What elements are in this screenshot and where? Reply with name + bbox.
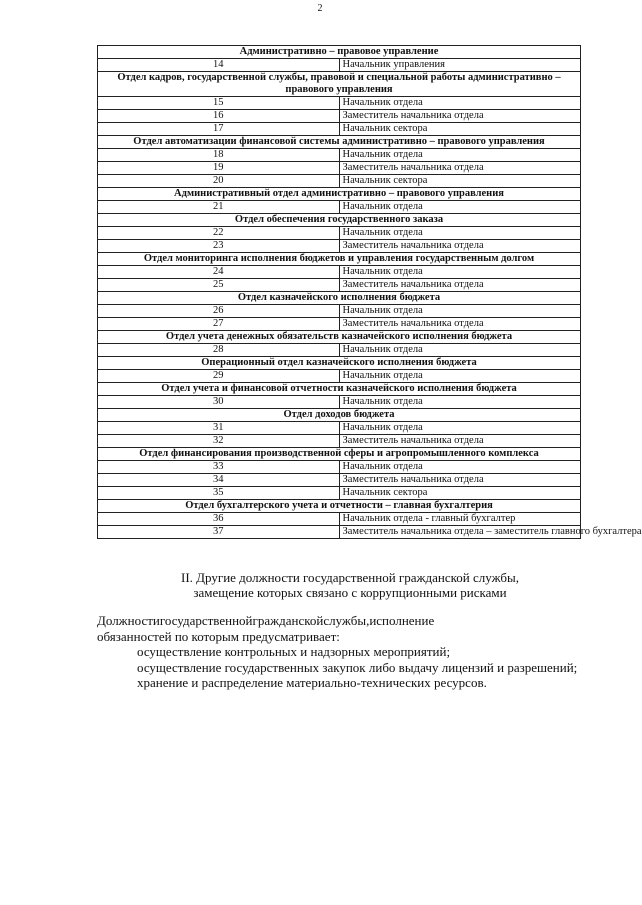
table-row xyxy=(98,59,581,72)
intro-continuation: обязанностей по которым предусматривает: xyxy=(97,628,340,644)
section-row xyxy=(98,357,581,370)
positions-table-body xyxy=(98,46,642,539)
position-title: Начальник отдела xyxy=(339,461,581,474)
table-row xyxy=(98,227,581,240)
table-row xyxy=(98,266,581,279)
section-row xyxy=(98,331,581,344)
section-heading-line-2: замещение которых связано с коррупционными рисками xyxy=(193,585,507,600)
position-title: Начальник отдела xyxy=(339,305,581,318)
section-row xyxy=(98,214,581,227)
row-number: 24 xyxy=(98,266,340,279)
table-row xyxy=(98,279,581,292)
section-row xyxy=(98,72,581,97)
section-title: Отдел учета и финансовой отчетности казначейского исполнения бюджета xyxy=(98,383,581,396)
row-number: 36 xyxy=(98,513,340,526)
section-title: Отдел обеспечения государственного заказа xyxy=(98,214,581,227)
position-title: Начальник отдела xyxy=(339,149,581,162)
section-title: Отдел казначейского исполнения бюджета xyxy=(98,292,581,305)
position-title: Заместитель начальника отдела xyxy=(339,279,581,292)
table-row xyxy=(98,422,581,435)
intro-word: гражданской xyxy=(252,613,324,628)
row-number: 18 xyxy=(98,149,340,162)
row-number: 21 xyxy=(98,201,340,214)
page-number: 2 xyxy=(317,3,323,14)
table-row xyxy=(98,435,581,448)
position-title: Начальник сектора xyxy=(339,123,581,136)
list-item: хранение и распределение материально-технических ресурсов. xyxy=(137,675,487,690)
row-number: 22 xyxy=(98,227,340,240)
position-title: Заместитель начальника отдела xyxy=(339,162,581,175)
table-row xyxy=(98,162,581,175)
body-text xyxy=(97,613,599,691)
row-number: 29 xyxy=(98,370,340,383)
table-row xyxy=(98,318,581,331)
section-title: Административно – правовое управление xyxy=(98,46,581,59)
position-title: Заместитель начальника отдела xyxy=(339,474,581,487)
position-title: Заместитель начальника отдела – заместитель главного бухгалтера xyxy=(339,526,581,539)
section-title: Отдел учета денежных обязательств казначейского исполнения бюджета xyxy=(98,331,581,344)
section-title: Отдел кадров, государственной службы, правовой и специальной работы административно – правового управления xyxy=(98,72,581,97)
section-row xyxy=(98,136,581,149)
position-title: Начальник отдела xyxy=(339,422,581,435)
section-row xyxy=(98,253,581,266)
row-number: 16 xyxy=(98,110,340,123)
table-row xyxy=(98,175,581,188)
row-number: 26 xyxy=(98,305,340,318)
positions-table xyxy=(97,45,642,539)
table-row xyxy=(98,461,581,474)
table-row xyxy=(98,344,581,357)
row-number: 27 xyxy=(98,318,340,331)
table-row xyxy=(98,149,581,162)
table-row xyxy=(98,110,581,123)
position-title: Начальник отдела xyxy=(339,227,581,240)
list-item: осуществление контрольных и надзорных мероприятий; xyxy=(137,644,451,659)
row-number: 23 xyxy=(98,240,340,253)
position-title: Начальник отдела xyxy=(339,370,581,383)
row-number: 14 xyxy=(98,59,340,72)
section-title: Административный отдел административно – правового управления xyxy=(98,188,581,201)
position-title: Начальник отдела xyxy=(339,396,581,409)
section-row xyxy=(98,500,581,513)
list-item: осуществление государственных закупок либо выдачу лицензий и разрешений; xyxy=(137,659,578,675)
position-title: Заместитель начальника отдела xyxy=(339,435,581,448)
position-title: Начальник сектора xyxy=(339,487,581,500)
position-title: Начальник отдела xyxy=(339,201,581,214)
position-title: Начальник отдела xyxy=(339,344,581,357)
position-title: Заместитель начальника отдела xyxy=(339,318,581,331)
table-row xyxy=(98,305,581,318)
table-row xyxy=(98,240,581,253)
row-number: 20 xyxy=(98,175,340,188)
section-title: Отдел доходов бюджета xyxy=(98,409,581,422)
position-title: Начальник отдела xyxy=(339,266,581,279)
intro-word: Должности xyxy=(97,613,160,628)
section-title: Отдел автоматизации финансовой системы административно – правового управления xyxy=(98,136,581,149)
section-row xyxy=(98,46,581,59)
row-number: 37 xyxy=(98,526,340,539)
position-title: Начальник отдела xyxy=(339,97,581,110)
table-row xyxy=(98,526,581,539)
section-row xyxy=(98,292,581,305)
section-heading-line-1: II. Другие должности государственной гражданской службы, xyxy=(181,570,519,585)
intro-word: службы, xyxy=(323,613,370,628)
table-row xyxy=(98,513,581,526)
table-row xyxy=(98,123,581,136)
table-row xyxy=(98,396,581,409)
table-row xyxy=(98,487,581,500)
position-title: Заместитель начальника отдела xyxy=(339,240,581,253)
row-number: 33 xyxy=(98,461,340,474)
section-row xyxy=(98,448,581,461)
row-number: 31 xyxy=(98,422,340,435)
section-heading xyxy=(140,570,560,600)
row-number: 17 xyxy=(98,123,340,136)
row-number: 32 xyxy=(98,435,340,448)
row-number: 28 xyxy=(98,344,340,357)
row-number: 34 xyxy=(98,474,340,487)
position-title: Начальник отдела - главный бухгалтер xyxy=(339,513,581,526)
table-row xyxy=(98,370,581,383)
section-title: Операционный отдел казначейского исполнения бюджета xyxy=(98,357,581,370)
intro-word: государственной xyxy=(159,613,253,628)
row-number: 30 xyxy=(98,396,340,409)
section-title: Отдел бухгалтерского учета и отчетности – главная бухгалтерия xyxy=(98,500,581,513)
section-row xyxy=(98,383,581,396)
position-title: Заместитель начальника отдела xyxy=(339,110,581,123)
table-row xyxy=(98,201,581,214)
row-number: 19 xyxy=(98,162,340,175)
table-row xyxy=(98,97,581,110)
row-number: 35 xyxy=(98,487,340,500)
table-row xyxy=(98,474,581,487)
position-title: Начальник сектора xyxy=(339,175,581,188)
section-row xyxy=(98,188,581,201)
section-title: Отдел мониторинга исполнения бюджетов и управления государственным долгом xyxy=(98,253,581,266)
row-number: 25 xyxy=(98,279,340,292)
section-row xyxy=(98,409,581,422)
section-title: Отдел финансирования производственной сферы и агропромышленного комплекса xyxy=(98,448,581,461)
intro-word: исполнение xyxy=(369,613,435,628)
intro-line xyxy=(97,613,599,629)
position-title: Начальник управления xyxy=(339,59,581,72)
row-number: 15 xyxy=(98,97,340,110)
